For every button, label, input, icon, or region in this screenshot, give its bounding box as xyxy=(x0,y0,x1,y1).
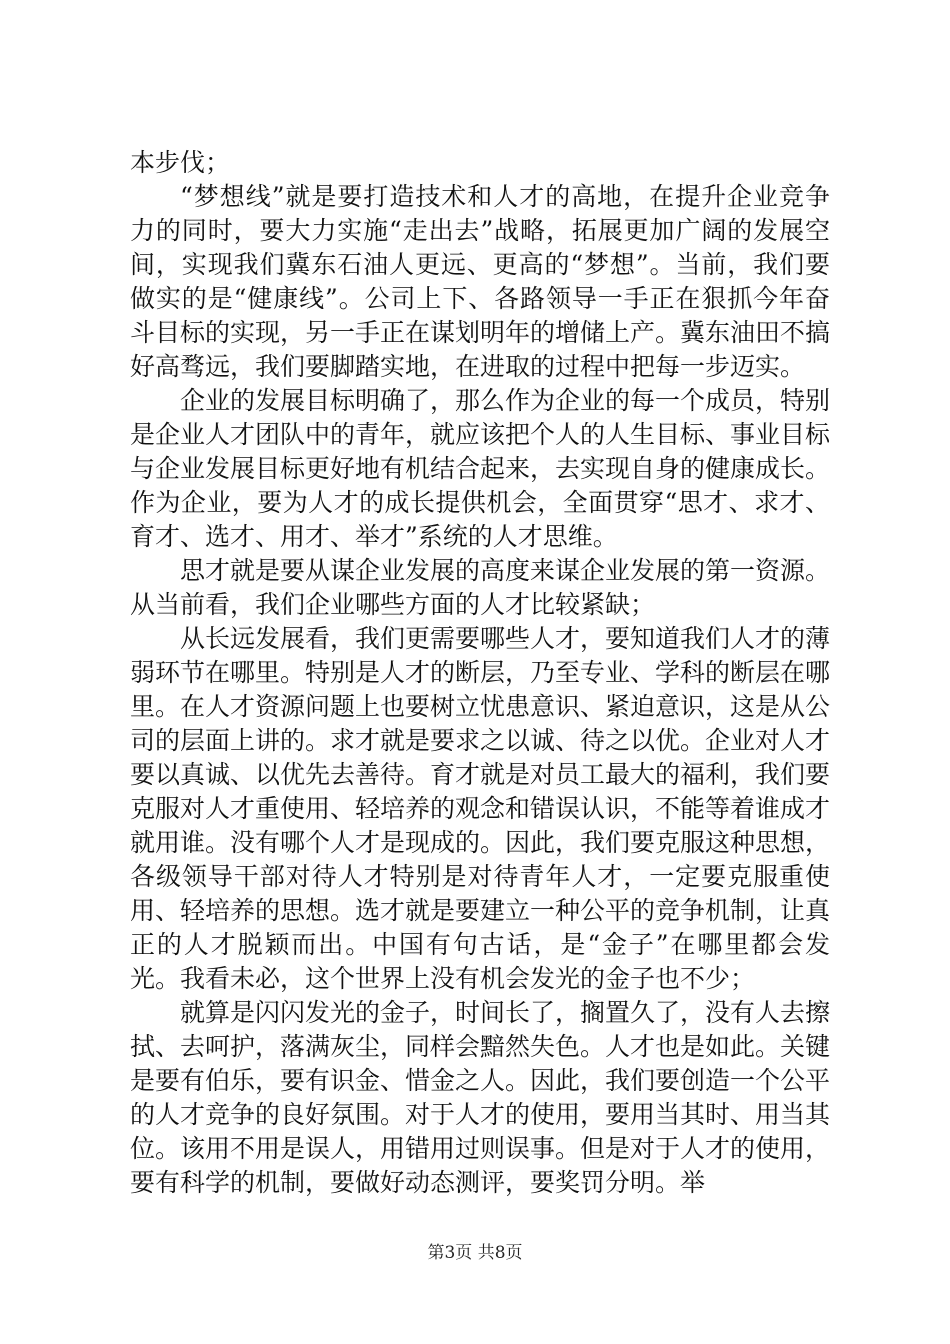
paragraph-shining-gold: 就算是闪闪发光的金子，时间长了，搁置久了，没有人去擦拭、去呵护，落满灰尘，同样会黯然失色。人才也是如此。关键是要有伯乐，要有识金、惜金之人。因此，我们要创造一个公平的人才竞争的良好氛围。对于人才的使用，要用当其时、用当其位。该用不用是误人，用错用过则误事。但是对于人才的使用，要有科学的机制，要做好动态测评，要奖罚分明。举 xyxy=(130,998,831,1197)
paragraph-continuation: 本步伐； xyxy=(130,148,231,177)
paragraph-long-term-development: 从长远发展看，我们更需要哪些人才，要知道我们人才的薄弱环节在哪里。特别是人才的断层，乃至专业、学科的断层在哪里。在人才资源问题上也要树立忧患意识、紧迫意识，这是从公司的层面上讲的。求才就是要求之以诚、待之以优。企业对人才要以真诚、以优先去善待。育才就是对员工最大的福利，我们要克服对人才重使用、轻培养的观念和错误认识，不能等着谁成才就用谁。没有哪个人才是现成的。因此，我们要克服这种思想，各级领导干部对待人才特别是对待青年人才，一定要克服重使用、轻培养的思想。选才就是要建立一种公平的竞争机制，让真正的人才脱颖而出。中国有句古话，是“金子”在哪里都会发光。我看未必，这个世界上没有机会发光的金子也不少； xyxy=(130,624,831,993)
document-body xyxy=(130,146,830,1200)
paragraph-enterprise-goals: 企业的发展目标明确了，那么作为企业的每一个成员，特别是企业人才团队中的青年，就应该把个人的人生目标、事业目标与企业发展目标更好地有机结合起来，去实现自身的健康成长。作为企业，要为人才的成长提供机会，全面贯穿“思才、求才、育才、选才、用才、举才”系统的人才思维。 xyxy=(130,386,831,551)
page-number-footer: 第3页 共8页 xyxy=(427,1243,523,1263)
paragraph-thinking-talent: 思才就是要从谋企业发展的高度来谋企业发展的第一资源。从当前看，我们企业哪些方面的人才比较紧缺； xyxy=(130,556,831,619)
paragraph-dream-line: “梦想线”就是要打造技术和人才的高地，在提升企业竞争力的同时，要大力实施“走出去”战略，拓展更加广阔的发展空间，实现我们冀东石油人更远、更高的“梦想”。当前，我们要做实的是“健康线”。公司上下、各路领导一手正在狠抓今年奋斗目标的实现，另一手正在谋划明年的增储上产。冀东油田不搞好高骛远，我们要脚踏实地，在进取的过程中把每一步迈实。 xyxy=(130,182,831,381)
